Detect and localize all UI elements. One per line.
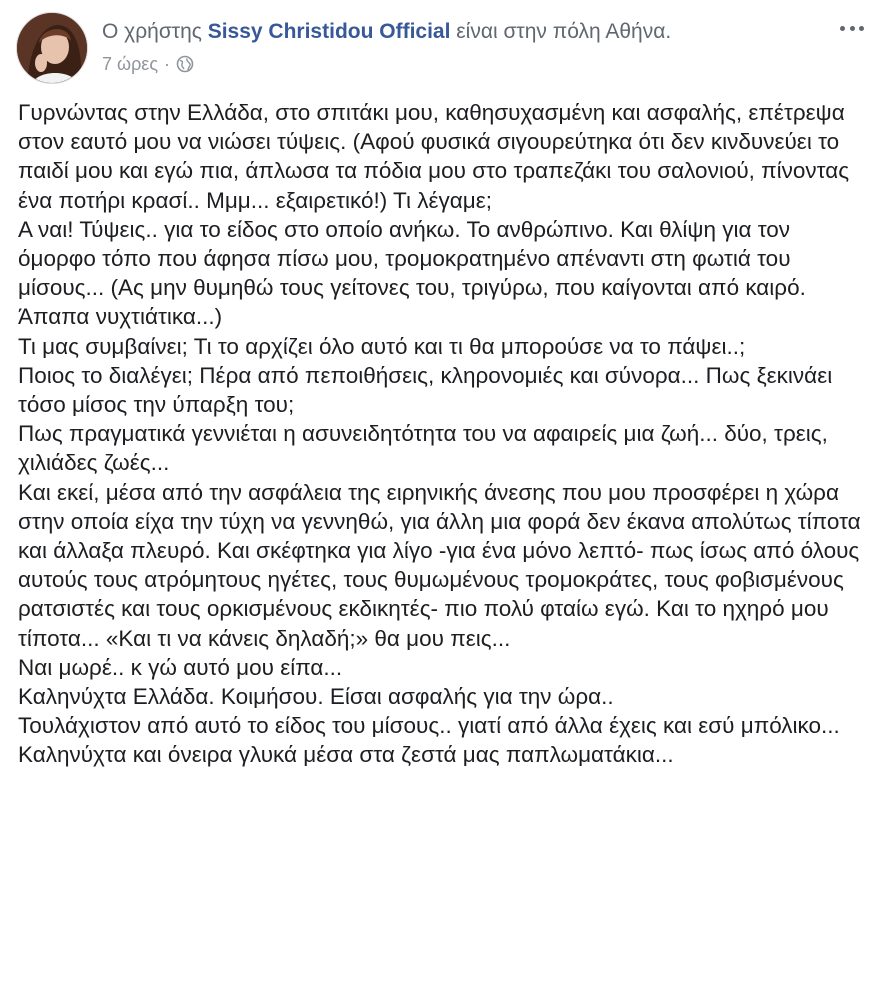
more-dot (859, 26, 864, 31)
more-options-icon[interactable] (840, 22, 864, 34)
post-paragraph: Τι μας συμβαίνει; Τι το αρχίζει όλο αυτό και τι θα μπορούσε να το πάψει..; (18, 333, 746, 359)
post-paragraph: Καληνύχτα Ελλάδα. Κοιμήσου. Είσαι ασφαλής για την ώρα.. (18, 684, 614, 710)
more-dot (850, 26, 855, 31)
post-paragraph: Πως πραγματικά γεννιέται η ασυνειδητότητα του να αφαιρείς μια ζωή... δύο, τρεις, χιλιάδες ζωές... (18, 421, 828, 476)
author-name-link[interactable]: Sissy Christidou Official (207, 20, 451, 43)
post-paragraph: Ποιος το διαλέγει; Πέρα από πεποιθήσεις, κληρονομιές και σύνορα... Πως ξεκινάει τόσο μίσος την ύπαρξη του; (18, 362, 833, 418)
post-paragraph: Τουλάχιστον από αυτό το είδος του μίσους.. γιατί από άλλα έχεις και εσύ μπόλικο... (18, 713, 840, 739)
more-dot (840, 26, 845, 31)
author-location-suffix: είναι στην πόλη Αθήνα. (456, 20, 672, 43)
avatar-photo (17, 13, 88, 84)
post-paragraph: Α ναι! Τύψεις.. για το είδος στο οποίο ανήκω. Το ανθρώπινο. Και θλίψη για τον όμορφο τόπο που άφησα πίσω μου, τρομοκρατημένο απέναντι στη φωτιά του μίσους... (Ας μην θυμηθώ τους γείτονες του, τριγύρω, που καίγονται από καιρό. Άπαπα νυχτιάτικα...) (18, 216, 806, 330)
post-author-line (102, 18, 671, 46)
author-prefix: Ο χρήστης (102, 20, 202, 43)
avatar[interactable] (16, 12, 88, 84)
meta-separator: · (164, 54, 171, 74)
post-paragraph: Και εκεί, μέσα από την ασφάλεια της ειρηνικής άνεσης που μου προσφέρει η χώρα στην οποία είχα την τύχη να γεννηθώ, για άλλη μια φορά δεν έκανα απολύτως τίποτα και άλλαξα πλευρό. Και σκέφτηκα για λίγο -για ένα μόνο λεπτό- πως ίσως από όλους αυτούς τους ατρόμητους ηγέτες, τους θυμωμένους τρομοκράτες, τους φοβισμένους ρατσιστές και τους ορκισμένους εκδικητές- πιο πολύ φταίω εγώ. Και το ηχηρό μου τίποτα... «Και τι να κάνεις δηλαδή;» θα μου πεις... (18, 479, 861, 651)
post-meta (102, 52, 194, 76)
post-paragraph: Καληνύχτα και όνειρα γλυκά μέσα στα ζεστά μας παπλωματάκια... (18, 742, 674, 768)
globe-icon[interactable] (176, 55, 194, 73)
post-paragraph: Γυρνώντας στην Ελλάδα, στο σπιτάκι μου, καθησυχασμένη και ασφαλής, επέτρεψα στον εαυτό μου να νιώσει τύψεις. (Αφού φυσικά σιγουρεύτηκα ότι δεν κινδυνεύει το παιδί μου και εγώ πια, άπλωσα τα πόδια μου στο τραπεζάκι του σαλονιού, πίνοντας ένα ποτήρι κρασί.. Μμμ... εξαιρετικό!) Τι λέγαμε; (18, 100, 850, 213)
post-timestamp[interactable]: 7 ώρες (102, 54, 159, 74)
post-paragraph: Ναι μωρέ.. κ γώ αυτό μου είπα... (18, 654, 343, 680)
post-header (16, 12, 866, 84)
post-text (18, 98, 868, 770)
